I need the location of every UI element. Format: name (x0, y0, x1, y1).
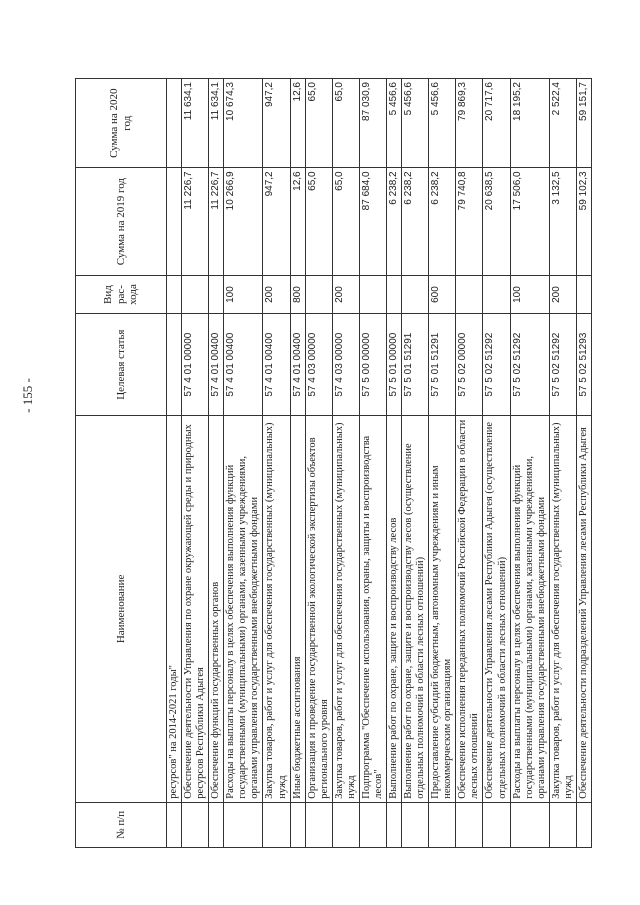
cell-num (387, 802, 402, 847)
header-sum-2019: Сумма на 2019 год (76, 168, 167, 275)
cell-sum-2019: 10 266,9 (224, 168, 263, 275)
cell-sum-2020: 11 634,1 (182, 79, 209, 168)
cell-kind: 200 (332, 275, 359, 313)
cell-sum-2020: 5 456,6 (402, 79, 429, 168)
cell-kind (456, 275, 483, 313)
cell-sum-2020: 20 717,6 (483, 79, 510, 168)
cell-num (510, 802, 549, 847)
cell-target: 57 5 01 51291 (429, 314, 456, 416)
cell-target: 57 4 01 00400 (290, 314, 305, 416)
cell-sum-2020: 11 634,1 (209, 79, 224, 168)
table-row (224, 79, 263, 848)
cell-sum-2020: 65,0 (332, 79, 359, 168)
cell-target: 57 5 00 00000 (359, 314, 386, 416)
cell-kind: 200 (263, 275, 290, 313)
table-header-row (76, 79, 167, 848)
cell-sum-2019: 79 740,8 (456, 168, 483, 275)
cell-name: Выполнение работ по охране, защите и воспроизводству лесов (осуществление отдельных полномочий в области лесных отношений) (402, 416, 429, 803)
cell-target: 57 5 01 51291 (402, 314, 429, 416)
cell-name: Выполнение работ по охране, защите и воспроизводству лесов (387, 416, 402, 803)
table-body (167, 79, 592, 848)
cell-sum-2019: 87 684,0 (359, 168, 386, 275)
cell-kind: 800 (290, 275, 305, 313)
cell-name: Закупка товаров, работ и услуг для обеспечения государственных (муниципальных) нужд (332, 416, 359, 803)
cell-sum-2019: 65,0 (332, 168, 359, 275)
table-row (359, 79, 386, 848)
cell-sum-2019: 11 226,7 (209, 168, 224, 275)
header-kind: Вид рас-хода (76, 275, 167, 313)
cell-kind (305, 275, 332, 313)
table-row (209, 79, 224, 848)
cell-sum-2019: 17 506,0 (510, 168, 549, 275)
cell-sum-2019: 6 238,2 (387, 168, 402, 275)
cell-target (167, 314, 182, 416)
table-row (182, 79, 209, 848)
table-row (290, 79, 305, 848)
cell-sum-2020: 12,6 (290, 79, 305, 168)
table-row (576, 79, 591, 848)
cell-sum-2020 (167, 79, 182, 168)
header-num: № п/п (76, 802, 167, 847)
cell-sum-2019: 65,0 (305, 168, 332, 275)
cell-name: Обеспечение деятельности Управления по охране окружающей среды и природных ресурсов Республики Адыгея (182, 416, 209, 803)
cell-target: 57 4 01 00400 (263, 314, 290, 416)
cell-num (209, 802, 224, 847)
table-row (167, 79, 182, 848)
cell-name: Обеспечение деятельности Управления лесами Республики Адыгея (осуществление отдельных полномочий в области лесных отношений) (483, 416, 510, 803)
cell-num (263, 802, 290, 847)
cell-target: 57 5 02 51293 (576, 314, 591, 416)
cell-name: Обеспечение исполнения переданных полномочий Российской Федерации в области лесных отношений (456, 416, 483, 803)
budget-table (75, 78, 592, 848)
cell-name: Обеспечение функций государственных органов (209, 416, 224, 803)
cell-name: Обеспечение деятельности подразделений Управления лесами Республики Адыгея (576, 416, 591, 803)
cell-name: Закупка товаров, работ и услуг для обеспечения государственных (муниципальных) нужд (263, 416, 290, 803)
cell-name: Предоставление субсидий бюджетным, автономным учреждениям и иным некоммерческим организациям (429, 416, 456, 803)
cell-num (429, 802, 456, 847)
cell-kind: 100 (224, 275, 263, 313)
cell-sum-2019: 3 132,5 (549, 168, 576, 275)
table-row (263, 79, 290, 848)
cell-kind (387, 275, 402, 313)
cell-kind (167, 275, 182, 313)
cell-sum-2019: 11 226,7 (182, 168, 209, 275)
table-row (510, 79, 549, 848)
cell-name: Закупка товаров, работ и услуг для обеспечения государственных (муниципальных) нужд (549, 416, 576, 803)
cell-num (182, 802, 209, 847)
cell-sum-2020: 59 151,7 (576, 79, 591, 168)
cell-sum-2020: 79 869,3 (456, 79, 483, 168)
cell-sum-2019: 6 238,2 (402, 168, 429, 275)
cell-sum-2019: 947,2 (263, 168, 290, 275)
cell-kind (359, 275, 386, 313)
cell-kind: 100 (510, 275, 549, 313)
cell-name: ресурсов" на 2014-2021 годы" (167, 416, 182, 803)
table-row (332, 79, 359, 848)
cell-num (167, 802, 182, 847)
table-row (483, 79, 510, 848)
cell-kind: 200 (549, 275, 576, 313)
header-sum-2020: Сумма на 2020 год (76, 79, 167, 168)
cell-sum-2019: 59 102,3 (576, 168, 591, 275)
cell-target: 57 4 03 00000 (332, 314, 359, 416)
cell-sum-2020: 947,2 (263, 79, 290, 168)
cell-sum-2020: 65,0 (305, 79, 332, 168)
header-target: Целевая статья (76, 314, 167, 416)
cell-target: 57 4 01 00000 (182, 314, 209, 416)
cell-name: Подпрограмма "Обеспечение использования, охраны, защиты и воспроизводства лесов" (359, 416, 386, 803)
cell-num (290, 802, 305, 847)
cell-target: 57 5 02 51292 (510, 314, 549, 416)
cell-sum-2020: 2 522,4 (549, 79, 576, 168)
cell-kind (483, 275, 510, 313)
cell-target: 57 4 01 00400 (209, 314, 224, 416)
table-row (387, 79, 402, 848)
cell-sum-2020: 10 674,3 (224, 79, 263, 168)
cell-sum-2020: 5 456,6 (429, 79, 456, 168)
cell-kind (209, 275, 224, 313)
cell-kind: 600 (429, 275, 456, 313)
cell-num (305, 802, 332, 847)
page-number: - 155 - (20, 378, 35, 413)
cell-num (549, 802, 576, 847)
table-row (456, 79, 483, 848)
header-name: Наименование (76, 416, 167, 803)
cell-sum-2020: 5 456,6 (387, 79, 402, 168)
cell-sum-2020: 18 195,2 (510, 79, 549, 168)
cell-name: Иные бюджетные ассигнования (290, 416, 305, 803)
cell-num (456, 802, 483, 847)
cell-target: 57 4 01 00400 (224, 314, 263, 416)
cell-sum-2019: 20 638,5 (483, 168, 510, 275)
cell-kind (576, 275, 591, 313)
table-row (402, 79, 429, 848)
cell-num (359, 802, 386, 847)
cell-target: 57 5 02 51292 (483, 314, 510, 416)
cell-target: 57 4 03 00000 (305, 314, 332, 416)
cell-target: 57 5 02 51292 (549, 314, 576, 416)
table-row (549, 79, 576, 848)
cell-kind (182, 275, 209, 313)
table-row (429, 79, 456, 848)
table-row (305, 79, 332, 848)
cell-target: 57 5 02 00000 (456, 314, 483, 416)
cell-sum-2019 (167, 168, 182, 275)
cell-sum-2020: 87 030,9 (359, 79, 386, 168)
cell-num (402, 802, 429, 847)
cell-num (576, 802, 591, 847)
cell-sum-2019: 12,6 (290, 168, 305, 275)
rotated-content (20, 0, 640, 848)
cell-name: Расходы на выплаты персоналу в целях обеспечения выполнения функций государственными (муниципальными) органами, казенными учреждениями, органами управления государственными внебюджетными фондами (224, 416, 263, 803)
cell-name: Организация и проведение государственной экологической экспертизы объектов регионального уровня (305, 416, 332, 803)
cell-name: Расходы на выплаты персоналу в целях обеспечения выполнения функций государственными (муниципальными) органами, казенными учреждениями, органами управления государственными внебюджетными фондами (510, 416, 549, 803)
cell-sum-2019: 6 238,2 (429, 168, 456, 275)
cell-target: 57 5 01 00000 (387, 314, 402, 416)
cell-num (483, 802, 510, 847)
cell-num (224, 802, 263, 847)
cell-num (332, 802, 359, 847)
cell-kind (402, 275, 429, 313)
